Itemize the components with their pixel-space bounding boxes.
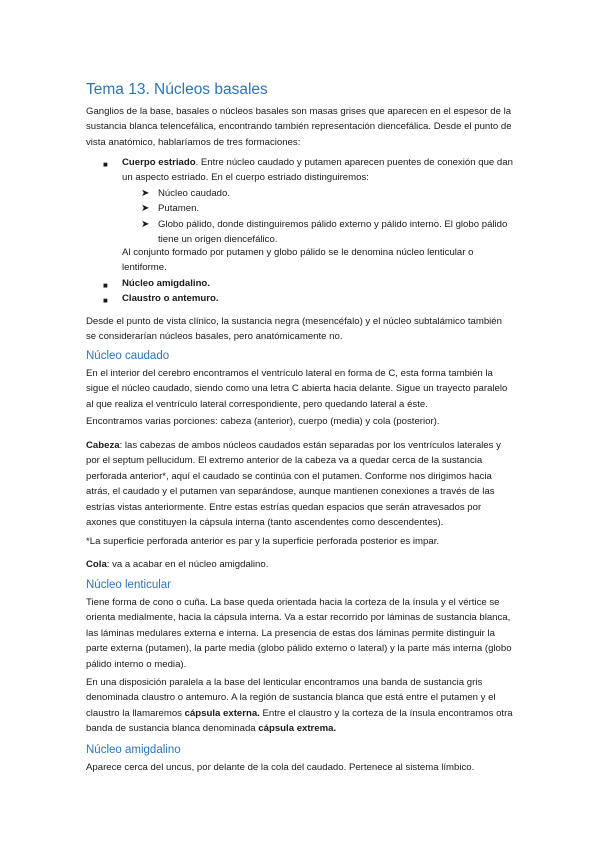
section-heading-lenticular: Núcleo lenticular bbox=[86, 579, 172, 591]
arrow-bullet-icon: ➤ bbox=[141, 188, 150, 199]
caudado-cola-paragraph bbox=[86, 557, 514, 572]
arrow-bullet-icon: ➤ bbox=[141, 219, 150, 230]
cola-text: : va a acabar en el núcleo amigdalino. bbox=[106, 559, 269, 570]
footnote: *La superficie perforada anterior es par y la superficie perforada posterior es impar. bbox=[86, 536, 440, 547]
section-heading-caudado: Núcleo caudado bbox=[86, 350, 170, 362]
term: Claustro o antemuro. bbox=[122, 293, 219, 304]
capsula-externa-term: cápsula externa. bbox=[184, 707, 260, 719]
square-bullet-icon: ■ bbox=[103, 160, 108, 169]
square-bullet-icon: ■ bbox=[103, 296, 108, 305]
lenticular-note: Al conjunto formado por putamen y globo pálido se le denomina núcleo lenticular o lentiforme. bbox=[122, 247, 474, 274]
amigdalino-paragraph: Aparece cerca del uncus, por delante de la cola del caudado. Pertenece al sistema límbico. bbox=[86, 762, 475, 773]
list-item-claustro bbox=[122, 291, 514, 306]
caudado-cabeza-paragraph bbox=[86, 438, 514, 530]
section-heading-amigdalino: Núcleo amigdalino bbox=[86, 744, 181, 756]
list-item-nucleo-amigdalino bbox=[122, 276, 514, 291]
lenticular-paragraph-2 bbox=[86, 675, 514, 737]
clinico-paragraph: Desde el punto de vista clínico, la sustancia negra (mesencéfalo) y el núcleo subtalámico también se considerarían núcleos basales, pero anatómicamente no. bbox=[86, 316, 502, 343]
text: En una disposición paralela a la base del lenticular encontramos una banda de sustancia gris denominada claustro o antemuro. A la región de sustancia blanca que está entre el putamen y el claustro la llamaremos bbox=[86, 677, 496, 719]
list-item-cuerpo-estriado bbox=[122, 155, 514, 186]
item-text: . Entre núcleo caudado y putamen aparecen puentes de conexión que dan un aspecto estriado. En el cuerpo estriado distinguiremos: bbox=[122, 157, 513, 184]
square-bullet-icon: ■ bbox=[103, 281, 108, 290]
arrow-bullet-icon: ➤ bbox=[141, 203, 150, 214]
sub-item-putamen: Putamen. bbox=[158, 203, 200, 214]
caudado-paragraph-2: Encontramos varias porciones: cabeza (anterior), cuerpo (media) y cola (posterior). bbox=[86, 416, 440, 427]
caudado-paragraph-1: En el interior del cerebro encontramos el ventrículo lateral en forma de C, esta forma también la sigue el núcleo caudado, siendo como una letra C abierta hacia delante. Sigue un trayecto paralelo al que realiza el ventrículo lateral correspondiente, pero quedando lateral a éste. bbox=[86, 368, 508, 410]
term: Cuerpo estriado bbox=[122, 157, 196, 168]
capsula-extrema-term: cápsula extrema. bbox=[258, 723, 337, 735]
intro-paragraph: Ganglios de la base, basales o núcleos basales son masas grises que aparecen en el espesor de la sustancia blanca telencefálica, encontrando también representación diencefálica. Desde el punto de vista anatómico, hablaríamos de tres formaciones: bbox=[86, 106, 512, 148]
sub-item-nucleo-caudado: Núcleo caudado. bbox=[158, 188, 231, 199]
page-title: Tema 13. Núcleos basales bbox=[86, 81, 268, 98]
sub-item-globo-palido: Globo pálido, donde distinguiremos pálido externo y pálido interno. El globo pálido tiene un origen diencefálico. bbox=[158, 219, 508, 246]
text: Entre el claustro y la corteza de la ínsula encontramos otra banda de sustancia blanca denominada bbox=[86, 707, 513, 735]
cabeza-text: : las cabezas de ambos núcleos caudados están separadas por los ventrículos laterales y por el septum pellucidum. El extremo anterior de la cabeza va a quedar cerca de la sustancia perforada anterior*, aquí el caudado se continúa con el putamen. Conforme nos dirigimos hacia atrás, el caudado y el putamen van separándose, aunque mantienen conexiones a través de las estrías vistas anteriormente. Entre estas estrías quedan espacios que serán atravesados por axones que constituyen la cápsula interna (tanto ascendentes como descendentes). bbox=[86, 440, 501, 529]
cola-term: Cola bbox=[86, 559, 107, 570]
lenticular-paragraph-1: Tiene forma de cono o cuña. La base queda orientada hacia la corteza de la ínsula y el vértice se orienta medialmente, hacia la cápsula interna. Va a estar recorrido por láminas de sustancia blanca, las láminas medulares externa e interna. La presencia de estas dos láminas permite distinguir la parte externa (putamen), la parte media (globo pálido externo o lateral) y la parte más interna (globo pálido interno o media). bbox=[86, 597, 512, 670]
cabeza-term: Cabeza bbox=[86, 440, 120, 451]
term: Núcleo amigdalino. bbox=[122, 278, 210, 289]
